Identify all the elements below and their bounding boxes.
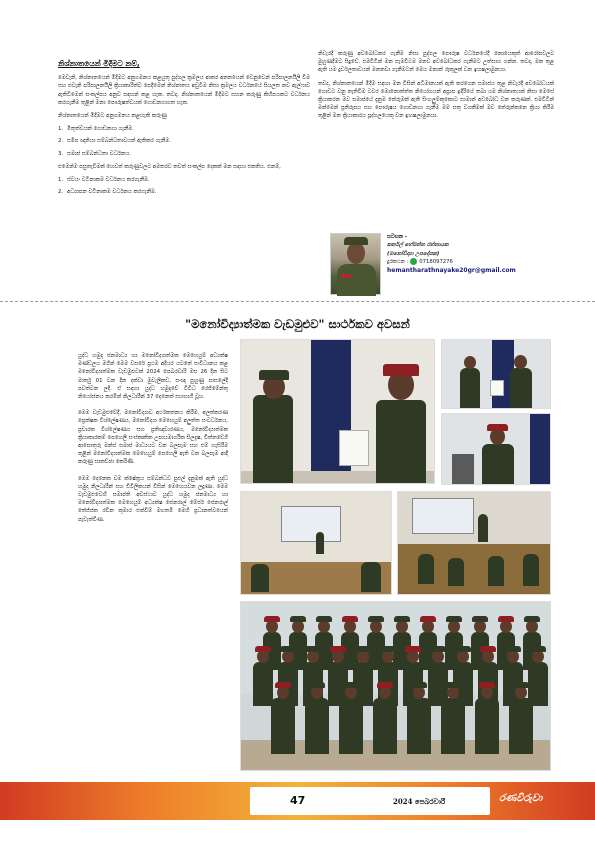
student-figure	[523, 554, 539, 586]
group-member-cap	[275, 682, 291, 688]
list-text: සමාජ සම්බන්ධතා වර්ධනය.	[67, 150, 131, 157]
certificate	[490, 380, 504, 396]
author-details	[387, 233, 516, 295]
group-member-body	[441, 698, 465, 754]
speaker-cap	[487, 424, 508, 431]
numbered-list	[58, 125, 310, 158]
group-member-cap	[264, 616, 280, 622]
group-member-body	[407, 698, 431, 754]
issue-date: 2024 පෙබරවාරි	[393, 797, 446, 806]
paragraph: මෙවැනි, නිශ්නාතයෙන් මිදීමට අනුගමනය කළයුතු පුද්ගල ක්‍රමලය ආකර අනතයෙන් වෙනුවෙන් පරිපාලනයීලි විම සහ එවැනි පරිපාලනයීලි ක්‍රියාකාරිත්ව පෙදීමෙන් නිශ්නාතය අඩුවීම නිසා ක්‍රමලය වර්ධනයේ සියලත නව ඇල්ෆාව ඇතිවීමෙන් සංකල්පය අනුව සඳහන් කළ හැක. තවද, නිශ්නාතයෙන් මිදීමට සහන කරුණු කිහිපයකට වර්ධනය කරගැනීම තුළින් මනා පෞරුෂත්වයක් ගොඩනගාගත හැක.	[58, 75, 310, 106]
list-text: මිතුත්වයක් ගොඩනගා ගැනීම.	[67, 126, 134, 133]
group-member-body	[475, 698, 499, 754]
group-member-cap	[513, 682, 529, 688]
author-phone-line	[387, 258, 516, 266]
photo-lecture-hall	[240, 491, 392, 595]
group-member-body	[271, 698, 295, 754]
group-member-cap	[530, 646, 546, 652]
article-body	[78, 352, 228, 532]
group-member-cap	[290, 616, 306, 622]
list-item	[58, 188, 310, 196]
group-member-cap	[455, 646, 471, 652]
projector-screen	[412, 498, 474, 534]
group-member-cap	[479, 682, 495, 688]
whatsapp-icon	[410, 258, 417, 265]
list-text: සමීප ඥාතියා සම්බන්ධතාවයන් ඇතිකර ගැනීම.	[67, 138, 171, 145]
group-member-cap	[377, 682, 393, 688]
group-member-cap	[394, 616, 410, 622]
paragraph: යුද්ධ හමුදා ජනමාධ්‍ය හා මනෝවිද්‍යාත්මක මෙහෙයුම් අධ්‍යක්ෂ මණ්ඩලය මගින් මෙම වසරේ ප්‍රථම අදියර යටතේ සංවිධානය කළ මනෝවිද්‍යාත්මක වැඩමුළුවක් 2024 පෙබරවාරි මස 26 දින සිට මාර්තු 01 වන දින දක්වා මුවැලිකඩ, සංඥා පුහුණු පාසලේදී පවත්වන ලදී. ඒ සඳහා යුද්ධ හමුදාවේ විවිධ රෙජිමේන්තු නියෝජනය කරමින් නිලධාරීන් 37 දෙනෙක් සහභාගී වූහ.	[78, 353, 228, 401]
group-member-cap	[505, 646, 521, 652]
author-role: සටහන -	[387, 234, 408, 240]
paragraph: එමෙන්ම පසුතැවීමක් හෙවත් කරුණුවලට අමතරව තවත් සංකල්ප දෙකක් මන සඳහා එකතිය. එනම්,	[58, 163, 281, 170]
group-member-body	[373, 698, 397, 754]
group-member-cap	[309, 682, 325, 688]
paragraph: මෙම වැඩමුළුවේදී, මනෝවිද්‍යාව අර්ථකතනය කිරීම, අලත්කරණ ප්‍රෙක්ෂක විශ්ලේෂණය, මනෝවිද්‍යා මෙහෙයුම් අලුත්ත සංවර්ධනය, ප්‍රචාරක විශ්ලේෂණය සහ ප්‍රතිඥාචාරණය, මනෝවිද්‍යාත්මක ක්‍රියාකාරකම් පෙහෙලී සංස්කෘතික උපායමාර්ගික සිලදැෂ, චිත්තවේගී ආපොතුරු මන්ස් සමාජ මාධ්‍යයට වන බලපෑම සහ එම් හැසිරීම තුළින් මනෝවිද්‍යාත්මක මෙහෙයුම් පෙහෙලී ඇති වන බලපෑම ආදී කරුණු සාකච්ඡා කෙරිණි.	[78, 410, 228, 466]
list-item	[58, 176, 310, 184]
group-member-cap	[343, 682, 359, 688]
photo-certificate-presentation	[240, 339, 435, 484]
list-number: 3.	[58, 150, 64, 157]
group-member-cap	[430, 646, 446, 652]
lecturer-figure	[316, 532, 324, 554]
photo-presentation-2	[441, 339, 551, 409]
author-name: කර්නල් හේමන්ත රත්නායක	[387, 242, 449, 249]
soldier-cap	[259, 370, 289, 380]
group-member-cap	[330, 646, 346, 652]
numbered-list	[58, 176, 310, 196]
group-member-cap	[498, 616, 514, 622]
list-number: 1.	[58, 177, 64, 184]
author-unit: (මනෝවිද්‍යා උපදේශක)	[387, 250, 440, 257]
lecturer-figure	[478, 514, 488, 542]
group-member-cap	[342, 616, 358, 622]
paragraph: තවද, නිශ්නාතයෙන් මිදීම සඳහා මන විසින් අධිමානයක් ඇති කරගෙන සමාජය තුළ නිවැරදි අවබෝධයක් ගොඩට වනු නැතිවීම ටවර මොනොත්ත්ත නියෝගයන් අප්‍රාප ඉදිරියේ තබා යම නිශ්නාතයක් නිසා මෙසේ ක්‍රියාකරන මව සමාජයේ දැනුම තේරුමක් ඇති සිංහලුම්කුකොට සාමාන් අවබෝධ වන කරුණක්. එමවිටින් මන්මෙන් ප්‍රතිරූපය සහ පෞරුෂය ගොඩනගා ගැනීම මම සතු වගකීමක් මව තේරුන්කනෙ ක්‍රියා කිරීම තුළින් මන ක්‍රියාකාරය පූද්ගලයෙකු වන ඉහෂලාමුනයා.	[318, 80, 554, 120]
certificate	[339, 430, 369, 466]
footer-panel	[250, 787, 490, 815]
group-member-cap	[480, 646, 496, 652]
cap-shape	[344, 237, 368, 245]
group-member-cap	[411, 682, 427, 688]
group-member-body	[339, 698, 363, 754]
page-number: 47	[290, 794, 306, 807]
photo-classroom	[397, 491, 551, 595]
list-text: අධ්‍යාපන වටිනාකම වර්ධනය කරගැනීම.	[67, 189, 157, 196]
audience-figure	[251, 564, 269, 592]
list-text: ස්වයං වටිනාකම වර්ධනය කරගැනීම.	[67, 177, 150, 184]
article-headline: "මනෝවිද්‍යාත්මක වැඩමුළුව" සාර්ථකව අවසන්	[185, 317, 410, 331]
group-member-cap	[445, 682, 461, 688]
soldier-figure	[460, 368, 480, 409]
group-member-cap	[380, 646, 396, 652]
officer-figure	[376, 400, 426, 484]
group-member-cap	[420, 616, 436, 622]
phone-label: දුරකථන :	[387, 259, 409, 266]
group-member-body	[509, 698, 533, 754]
group-member-cap	[472, 616, 488, 622]
officer-cap	[383, 364, 419, 376]
uniform-shape	[337, 264, 376, 296]
list-item	[58, 137, 310, 145]
author-box	[330, 233, 565, 295]
group-member-cap	[255, 646, 271, 652]
group-member-cap	[446, 616, 462, 622]
group-member-body	[305, 698, 329, 754]
magazine-title: රණවිරුවා	[499, 793, 543, 804]
paragraph: නිශ්නාතයෙන් මිදීමට අනුගමනය කළහැකි කරුණු	[58, 113, 167, 120]
group-member-cap	[355, 646, 371, 652]
photo-speech	[441, 413, 551, 485]
group-member-body	[253, 662, 273, 706]
officer-head	[514, 355, 527, 369]
photo-group	[240, 601, 551, 771]
section-divider	[0, 301, 595, 302]
list-item	[58, 150, 310, 158]
group-member-cap	[368, 616, 384, 622]
student-figure	[488, 556, 504, 586]
paragraph: මෙම දෙනෙක වම ක්ෂේත්‍රය සම්බන්ධව පුළුල් දැනුමක් ඇති යුද්ධ හමුදා නිලධාරීන් සහ ඩිවිලිකයන් විසින් මෙහෙයවන ලදුණා. මෙම වැඩමුළුවෙහි සමාප්ති අවස්ථාව යුද්ධ හමුදා ජනමාධ්‍ය හා මනෝවිද්‍යාත්මක මෙහෙයුම් අධ්‍යක්ෂ ජෙනරාල් මේජර් ජෙනරාල් තේජ්ජක රවීන කුමාර එක්වීම් මහතමි මෙහි ප්‍රධානත්වයෙන් පැවැත්විණ.	[78, 475, 228, 523]
group-member-cap	[405, 646, 421, 652]
author-photo	[330, 233, 381, 295]
group-member-cap	[524, 616, 540, 622]
student-figure	[418, 554, 434, 584]
soldier-head	[464, 356, 476, 369]
author-email[interactable]: hemantharathnayake20gr@gmail.com	[387, 266, 516, 274]
group-member-cap	[280, 646, 296, 652]
medal-ribbon	[341, 274, 351, 278]
list-number: 1.	[58, 126, 64, 133]
paragraph: නිවැරදි කරුණු අවබෝධකර ගැනීම නිසා පුද්ගල පෞරුෂ වර්ධනයේදී නොයෙකුත් ආරෝපවලට මුහුණදීමට සිදුවේ. එමවිටින් මන සැමවිටම මනව අවබෝධකර ගැනීමට උත්සාහ ගන්න. තවද, මන තුළ ඇති යම දුර්වලතාවයන් මනනවා ගැනීමටත් මෙය මනාත් රුකුලක් වන ඉහෂලාමුනයා.	[318, 51, 554, 74]
podium	[452, 454, 474, 485]
curtain	[530, 414, 551, 484]
face-shape	[347, 242, 365, 264]
list-number: 2.	[58, 189, 64, 196]
list-item	[58, 125, 310, 133]
projector-screen	[281, 506, 341, 542]
previous-article-left-column	[58, 60, 310, 201]
student-figure	[448, 558, 464, 586]
audience-figure	[361, 562, 381, 592]
section-title: නිශ්නාතයෙන් මිදීමට නම්,	[58, 59, 140, 68]
list-number: 2.	[58, 138, 64, 145]
group-member-cap	[305, 646, 321, 652]
officer-figure	[510, 368, 532, 409]
soldier-figure	[253, 395, 293, 484]
author-phone: 0718097276	[419, 259, 453, 266]
speaker-figure	[482, 444, 514, 485]
previous-article-right-column	[318, 50, 554, 126]
group-member-cap	[316, 616, 332, 622]
